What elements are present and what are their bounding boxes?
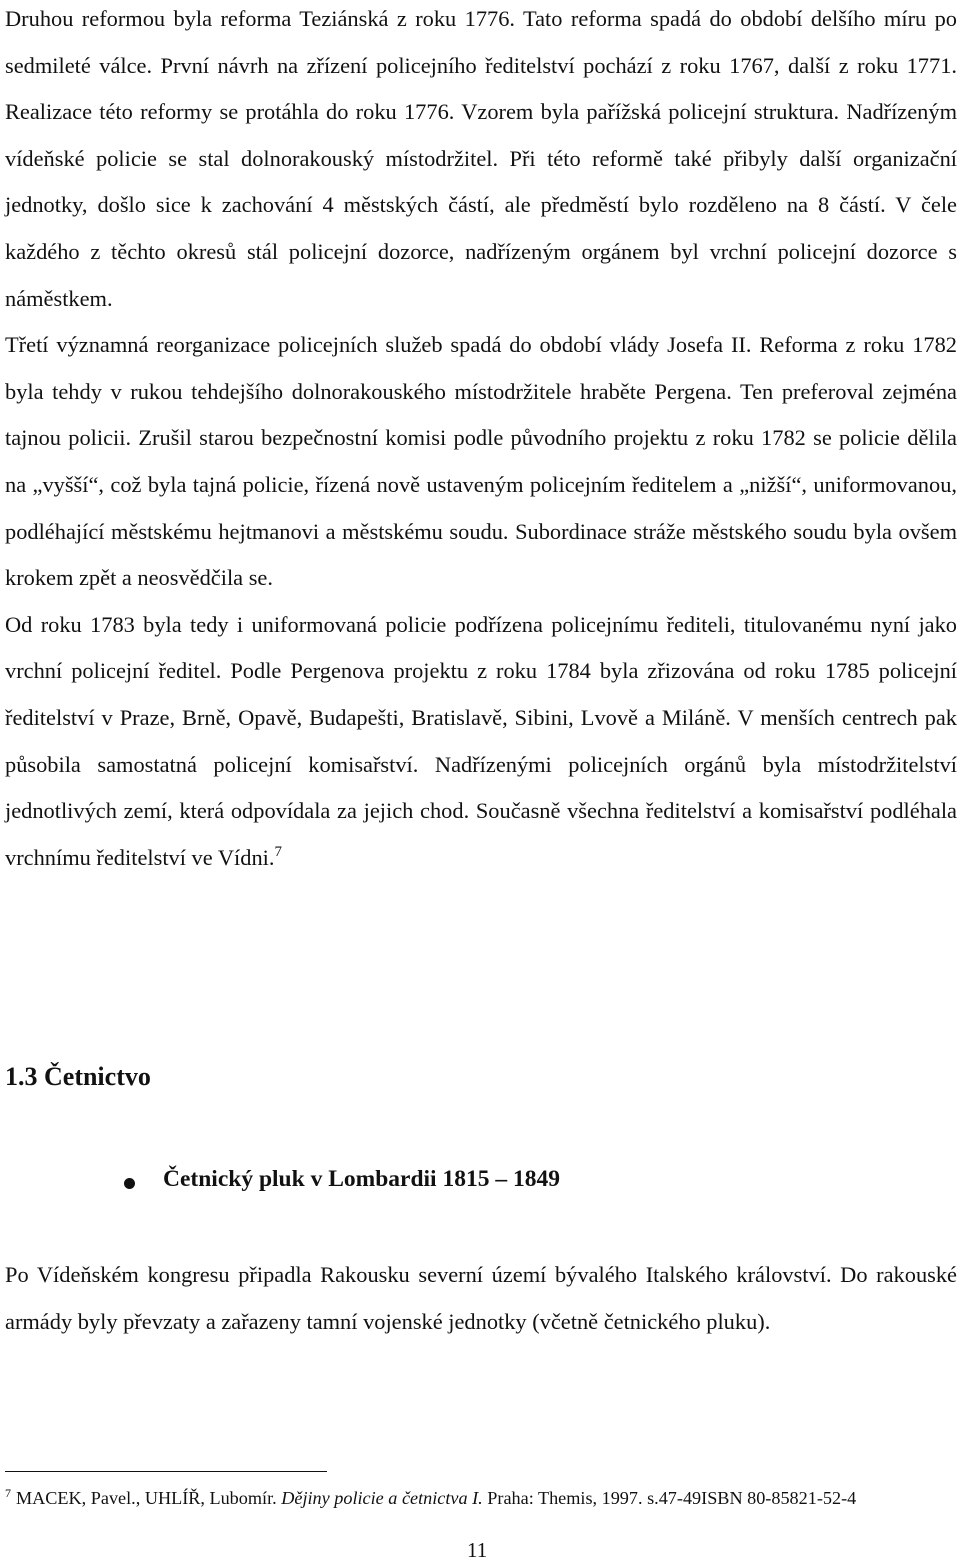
paragraph-2-text: Třetí významná reorganizace policejních služeb spadá do období vlády Josefa II. Reforma z roku 1782 byla tehdy v rukou tehdejšího dolnorakouského místodržitele hraběte Pergena. Ten preferoval zejména tajnou policii. Zrušil starou bezpečnostní komisi podle původního projektu z roku 1782 se policie dělila na „vyšší“, což byla tajná policie, řízená nově ustaveným policejním ředitelem a „nižší“, uniformovanou, podléhající městskému hejtmanovi a městskému soudu. Subordinace stráže městského soudu byla ovšem krokem zpět a neosvědčila se. (5, 332, 957, 591)
paragraph-tereziánská-reform (5, 0, 957, 322)
footnote (5, 1486, 957, 1511)
paragraph-3-text: Od roku 1783 byla tedy i uniformovaná policie podřízena policejnímu řediteli, titulovanému nyní jako vrchní policejní ředitel. Podle Pergenova projektu z roku 1784 byla zřizována od roku 1785 policejní ředitelství v Praze, Brně, Opavě, Budapešti, Bratislavě, Sibini, Lvově a Miláně. V menších centrech pak působila samostatná policejní komisařství. Nadřízenými policejních orgánů byla místodržitelství jednotlivých zemí, která odpovídala za jejich chod. Současně všechna ředitelství a komisařství podléhala vrchnímu ředitelství ve Vídni. (5, 611, 957, 870)
footnote-number: 7 (5, 1486, 11, 1500)
footnote-author: MACEK, Pavel., UHLÍŘ, Lubomír. (16, 1488, 277, 1508)
footnote-reference[interactable]: 7 (274, 843, 282, 860)
paragraph-4-text: Po Vídeňském kongresu připadla Rakousku severní území bývalého Italského království. Do rakouské armády byly převzaty a zařazeny tamní vojenské jednotky (včetně četnického pluku). (5, 1262, 957, 1334)
section-heading: 1.3 Četnictvo (5, 1062, 151, 1091)
document-page (5, 0, 957, 1563)
footnote-title: Dějiny policie a četnictva I. (281, 1488, 483, 1508)
bullet-list-item (5, 1164, 957, 1204)
page-number: 11 (467, 1538, 488, 1562)
footnote-details: Praha: Themis, 1997. s.47-49ISBN 80-85821-52-4 (487, 1488, 857, 1508)
paragraph-police-directorates (5, 602, 957, 882)
paragraph-josef-ii-reform (5, 322, 957, 602)
bullet-item-text: Četnický pluk v Lombardii 1815 – 1849 (163, 1166, 560, 1192)
paragraph-vienna-congress (5, 1252, 957, 1345)
paragraph-1-text: Druhou reformou byla reforma Teziánská z roku 1776. Tato reforma spadá do období delšího míru po sedmileté válce. První návrh na zřízení policejního ředitelství pochází z roku 1767, další z roku 1771. Realizace této reformy se protáhla do roku 1776. Vzorem byla pařížská policejní struktura. Nadřízeným vídeňské policie se stal dolnorakouský místodržitel. Při této reformě také přibyly další organizační jednotky, došlo sice k zachování 4 městských částí, ale předměstí bylo rozděleno na 8 částí. V čele každého z těchto okresů stál policejní dozorce, nadřízeným orgánem byl vrchní policejní dozorce s náměstkem. (5, 6, 957, 311)
bullet-icon (124, 1178, 135, 1189)
footnote-divider (5, 1471, 327, 1472)
